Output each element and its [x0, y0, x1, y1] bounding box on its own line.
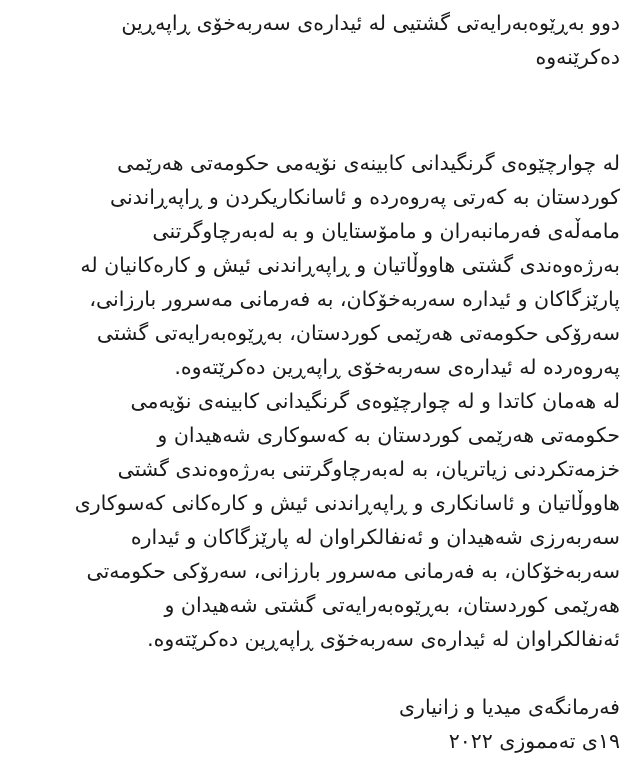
paragraph-2-line-3: خزمەتکردنی زیاتریان، بە لەبەرچاوگرتنی بەرژەوەندی گشتی [117, 457, 620, 481]
paragraph-1-line-2: کوردستان بە کەرتی پەروەردە و ئاسانکاریکردن و ڕاپەڕاندنی [109, 185, 620, 209]
paragraph-2-line-7: هەرێمی کوردستان، بەڕێوەبەرایەتی گشتی شەهیدان و [164, 593, 620, 617]
headline-line-2: دەکرێنەوە [535, 45, 620, 69]
paragraph-2-line-4: هاووڵاتیان و ئاسانکاری و ڕاپەڕاندنی ئیش و کارەکانی کەسوکاری [74, 491, 620, 515]
paragraph-1-line-4: بەرژەوەندی گشتی هاووڵاتیان و ڕاپەڕاندنی ئیش و کارەکانیان لە [80, 253, 620, 277]
paragraph-2-line-6: سەربەخۆکان، بە فەرمانی مەسرور بارزانی، سەرۆکی حکومەتی [86, 559, 620, 583]
signature-department: فەرمانگەی میدیا و زانیاری [399, 695, 620, 719]
paragraph-1-line-1: لە چوارچێوەی گرنگیدانی کابینەی نۆیەمی حکومەتی هەرێمی [117, 151, 620, 175]
paragraph-2-line-2: حکومەتی هەرێمی کوردستان بە کەسوکاری شەهیدان و [157, 423, 620, 447]
paragraph-2-line-8: ئەنفالکراوان لە ئیدارەی سەربەخۆی ڕاپەڕین دەکرێتەوە. [147, 627, 620, 651]
paragraph-1-line-6: سەرۆکی حکومەتی هەرێمی کوردستان، بەڕێوەبەرایەتی گشتی [96, 321, 620, 345]
paragraph-1-line-3: مامەڵەی فەرمانبەران و مامۆستایان و بە لەبەرچاوگرتنی [152, 219, 620, 243]
signature-date: ١٩ی تەمموزی ٢٠٢٢ [448, 729, 620, 753]
headline-line-1: دوو بەڕێوەبەرایەتی گشتیی لە ئیدارەی سەربەخۆی ڕاپەڕین [121, 11, 620, 35]
paragraph-2-line-5: سەربەرزی شەهیدان و ئەنفالکراوان لە پارێزگاکان و ئیدارە [130, 525, 620, 549]
paragraph-2-line-1: لە هەمان کاتدا و لە چوارچێوەی گرنگیدانی کابینەی نۆیەمی [130, 389, 620, 413]
paragraph-1-line-5: پارێزگاکان و ئیدارە سەربەخۆکان، بە فەرمانی مەسرور بارزانی، [89, 287, 620, 311]
paragraph-1-line-7: پەروەردە لە ئیدارەی سەربەخۆی ڕاپەڕین دەکرێتەوە. [174, 355, 620, 379]
